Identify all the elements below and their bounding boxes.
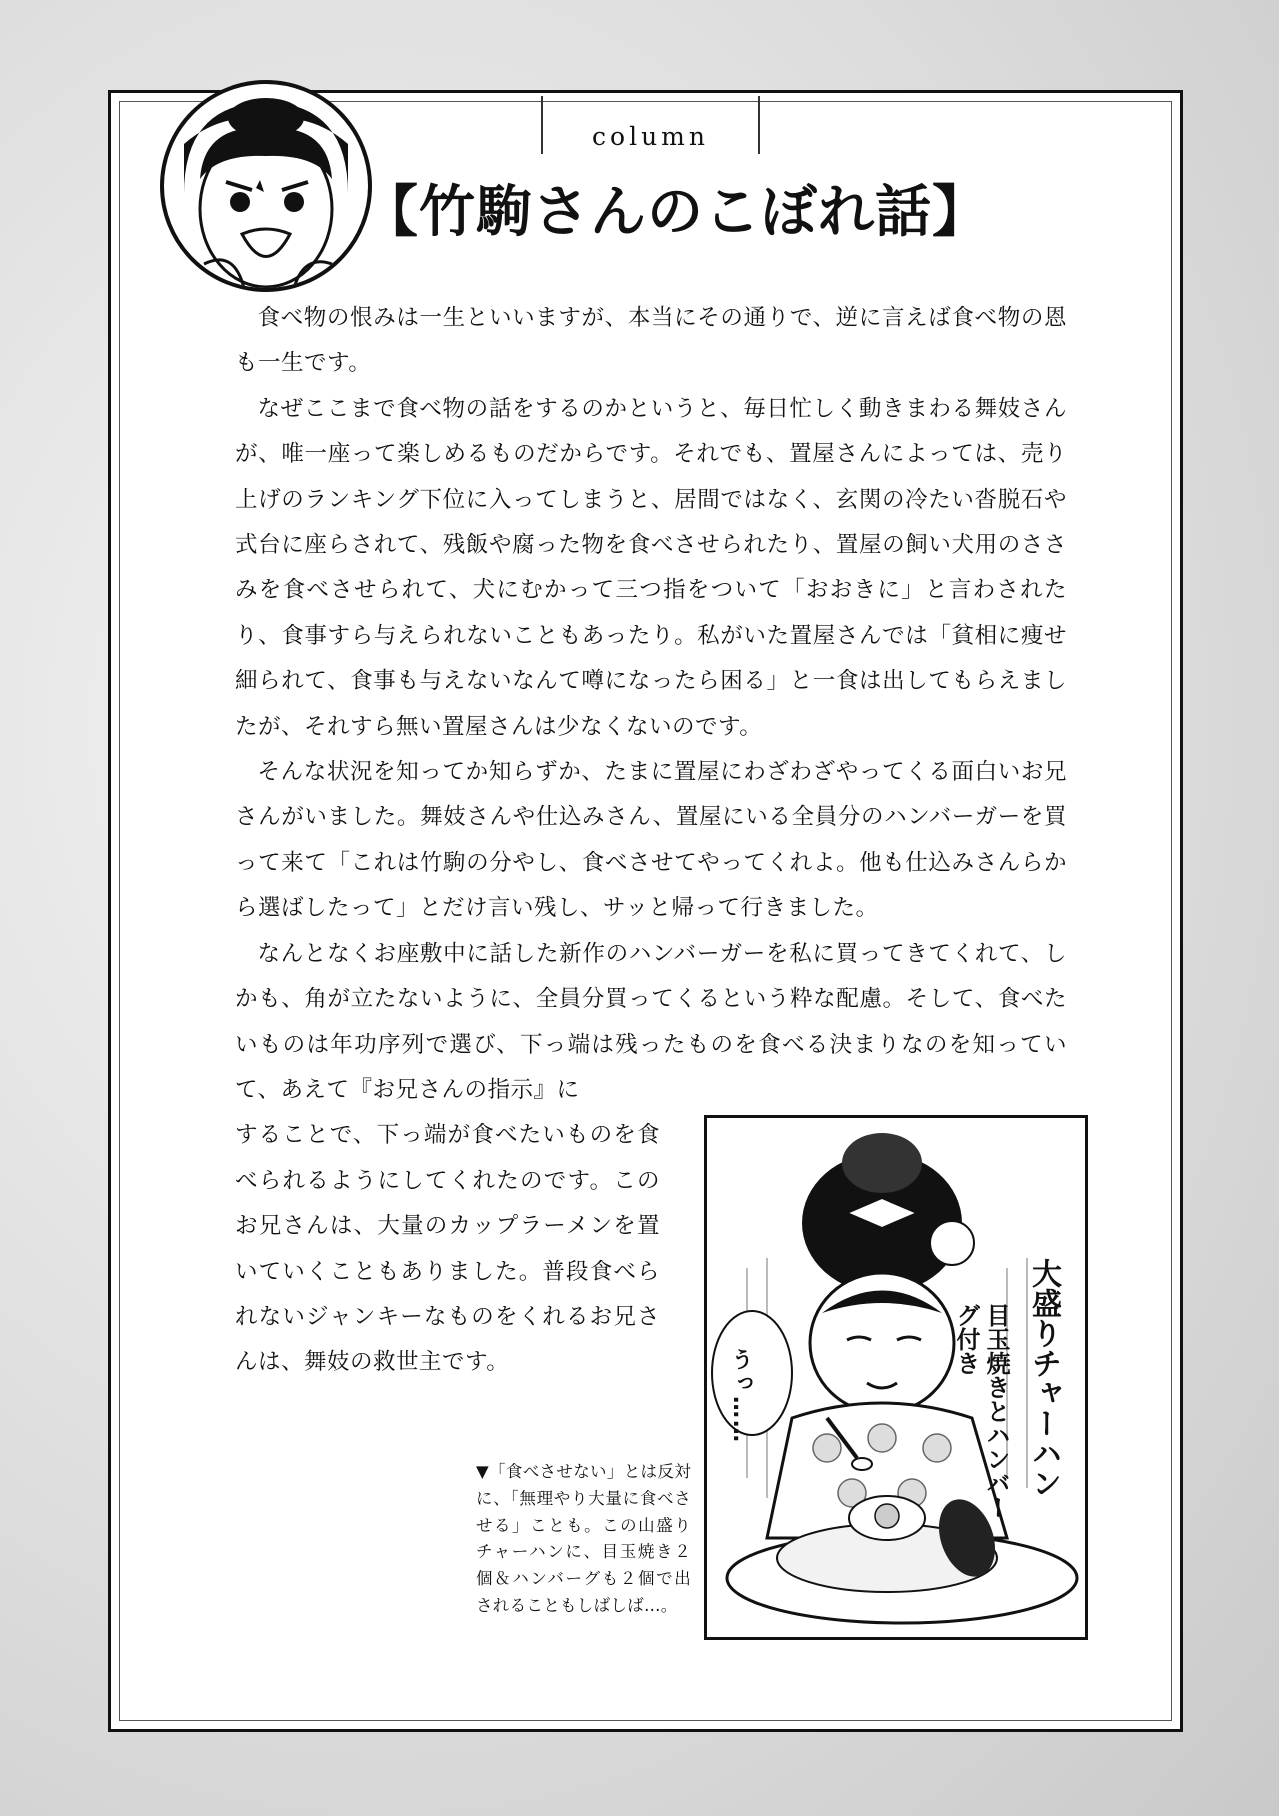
paragraph: なぜここまで食べ物の話をするのかというと、毎日忙しく動きまわる舞妓さんが、唯一座って楽しめるものだからです。それでも、置屋さんによっては、売り上げのランキング下位に入ってしまうと、居間ではなく、玄関の冷たい沓脱石や式台に座らされて、残飯や腐った物を食べさせられたり、置屋の飼い犬用のささみを食べさせられて、犬にむかって三つ指をついて「おおきに」と言わされたり、食事すら与えられないこともあったり。私がいた置屋さんでは「貧相に痩せ細られて、食事も与えないなんて噂になったら困る」と一食は出してもらえましたが、それすら無い置屋さんは少なくないのです。 — [235, 395, 1067, 740]
avatar-illustration — [164, 84, 368, 288]
illustration-panel — [704, 1115, 1088, 1640]
side-label: 目玉焼きとハンバーグ付き — [952, 1303, 1010, 1519]
dish-label: 大盛りチャーハン — [1026, 1258, 1061, 1498]
author-avatar — [160, 80, 372, 292]
column-tab: column — [541, 96, 760, 154]
paragraph: なんとなくお座敷中に話した新作のハンバーガーを私に買ってきてくれて、しかも、角が立たないように、全員分買ってくるという粋な配慮。そして、食べたいものは年功序列で選び、下っ端は残ったものを食べる決まりなのを知っていて、あえて『お兄さんの指示』に — [235, 940, 1067, 1103]
page-title: 【竹駒さんのこぼれ話】 — [362, 179, 989, 245]
paragraph-narrow: することで、下っ端が食べたいものを食べられるようにしてくれたのです。このお兄さんは、大量のカップラーメンを置いていくこともありました。普段食べられないジャンキーなものをくれるお兄さんは、舞妓の救世主です。 — [235, 1122, 660, 1376]
paragraph: 食べ物の恨みは一生といいますが、本当にその通りで、逆に言えば食べ物の恩も一生です。 — [235, 305, 1067, 377]
speech-bubble-text: うっ…… — [728, 1348, 753, 1444]
illustration-caption: ▼「食べさせない」とは反対に、「無理やり大量に食べさせる」ことも。この山盛りチャーハンに、目玉焼き２個＆ハンバーグも２個で出されることもしばしば…。 — [476, 1462, 691, 1615]
paragraph: そんな状況を知ってか知らずか、たまに置屋にわざわざやってくる面白いお兄さんがいました。舞妓さんや仕込みさん、置屋にいる全員分のハンバーガーを買って来て「これは竹駒の分やし、食べさせてやってくれよ。他も仕込みさんらから選ばしたって」とだけ言い残し、サッと帰って行きました。 — [235, 759, 1067, 922]
